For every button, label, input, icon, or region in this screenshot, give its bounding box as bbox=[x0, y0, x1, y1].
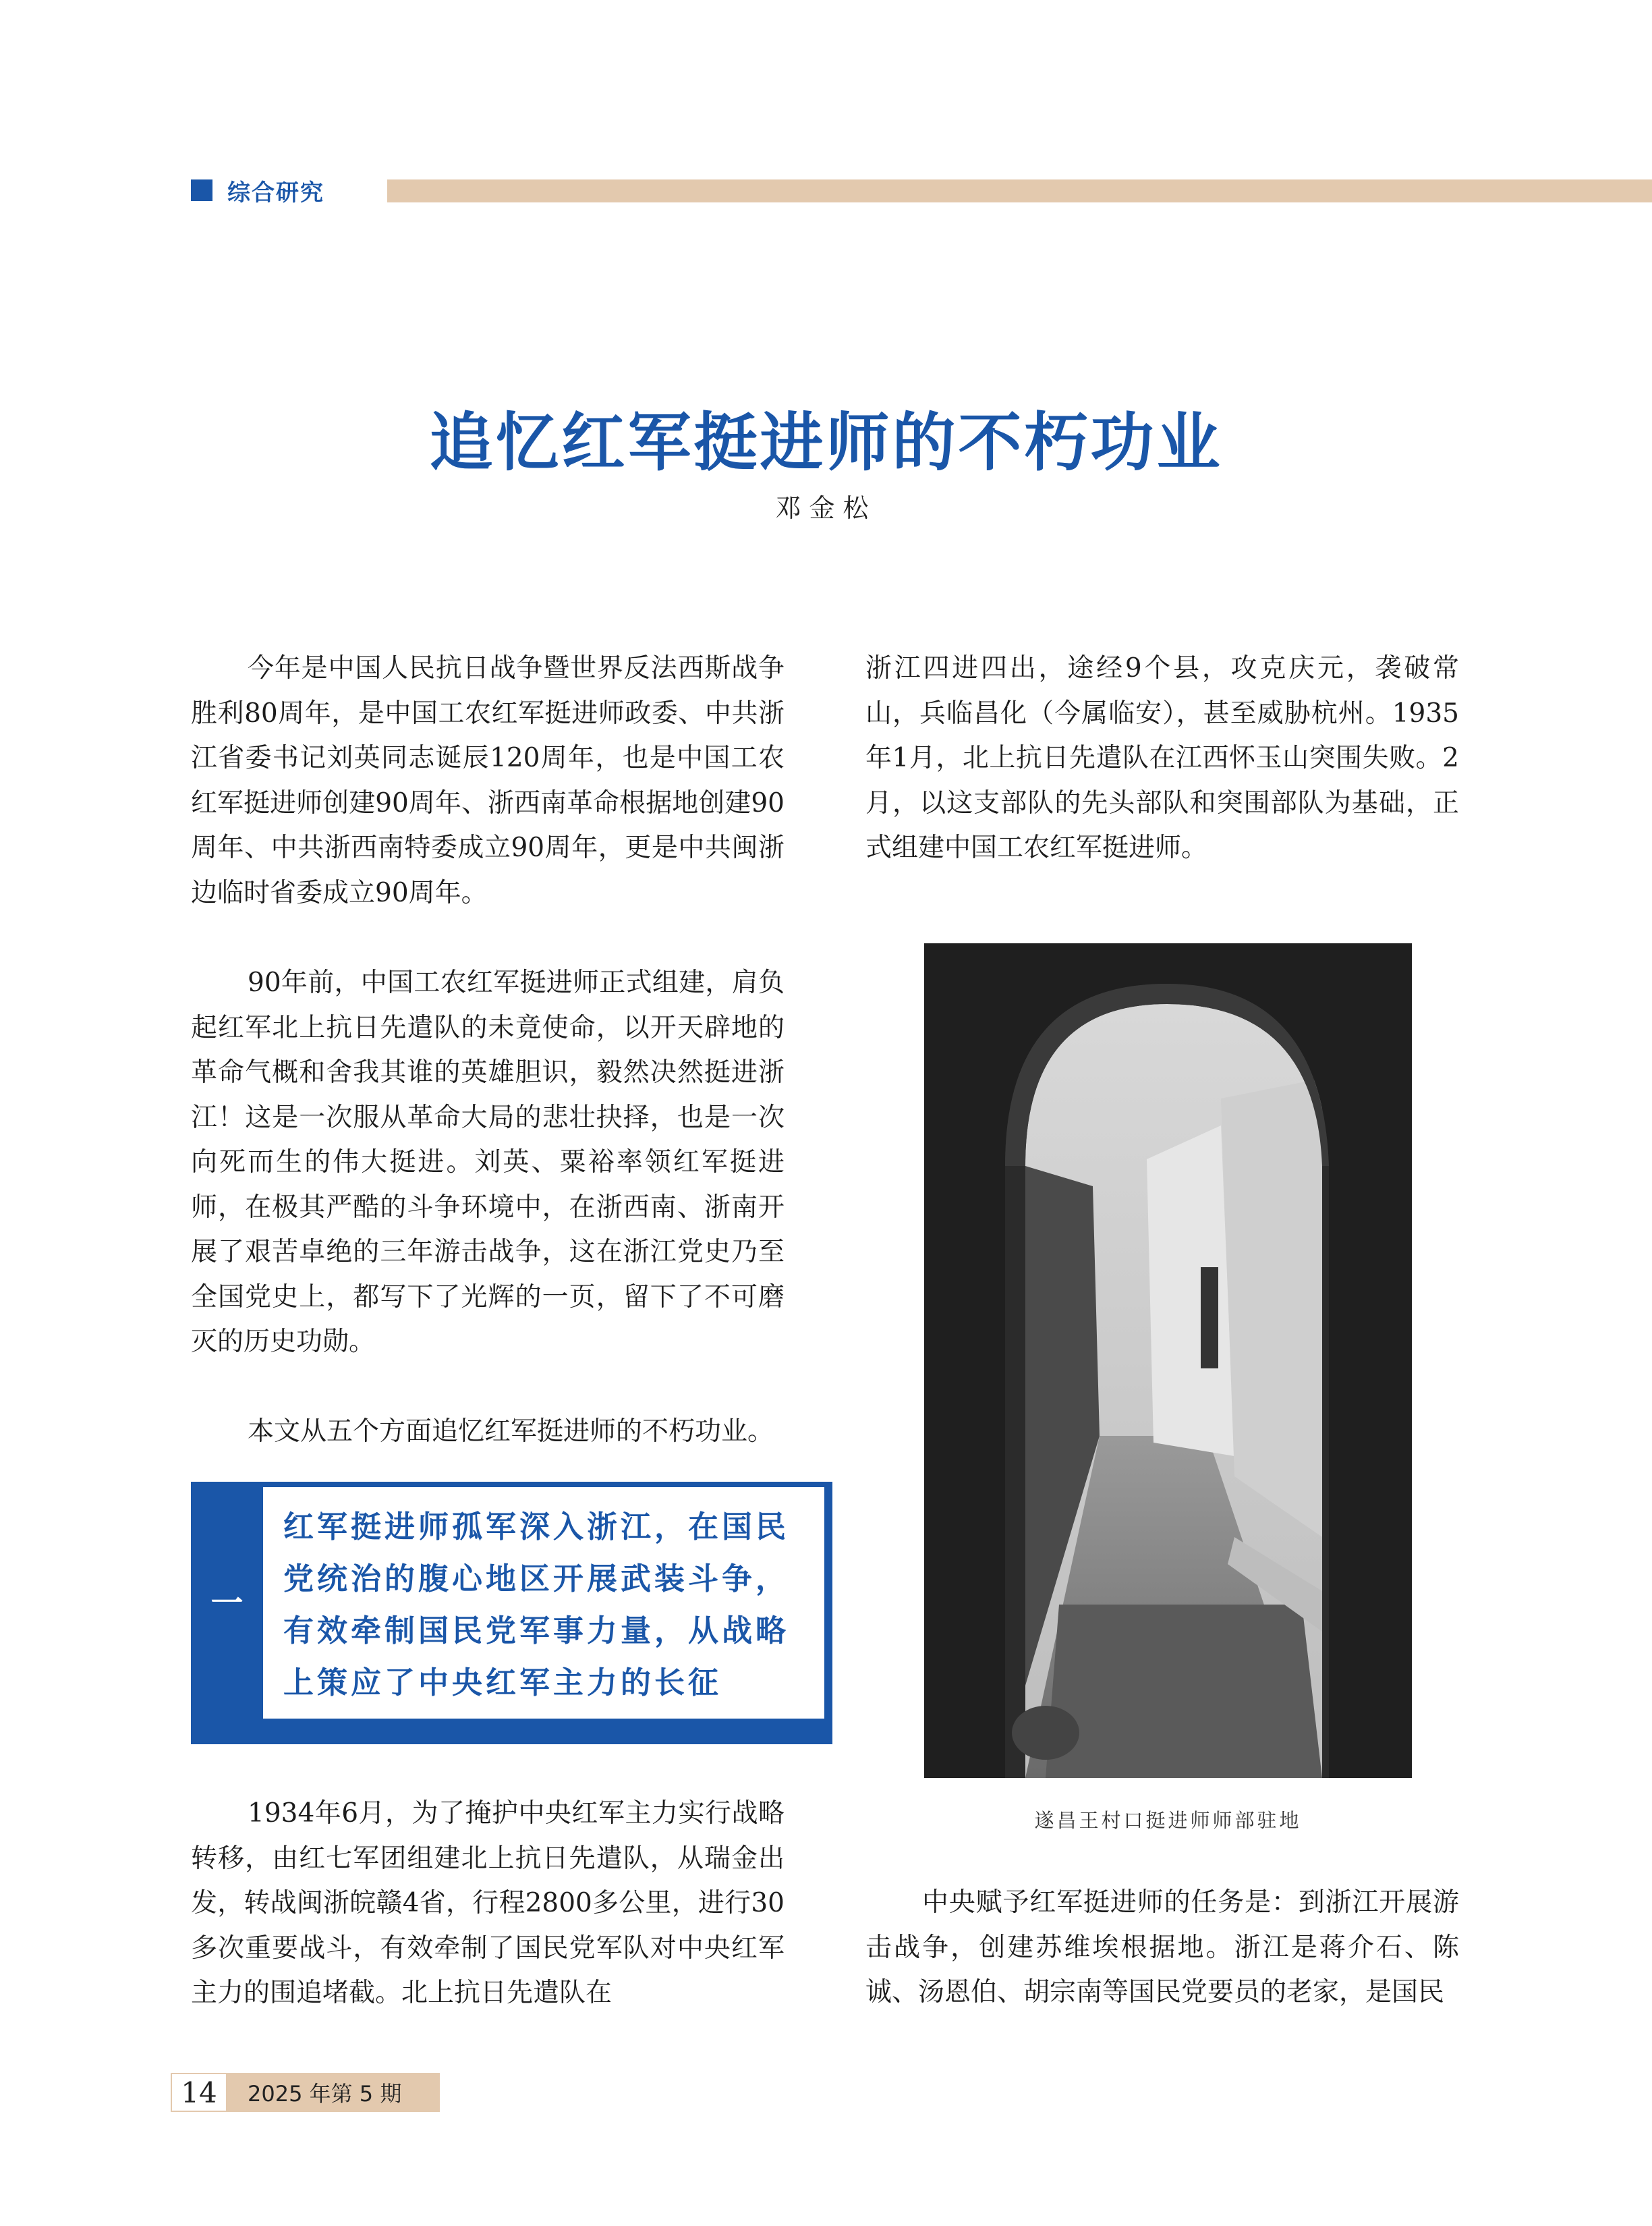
article-title: 追忆红军挺进师的不朽功业 bbox=[429, 406, 1223, 480]
section-callout bbox=[191, 1482, 832, 1744]
page-footer bbox=[171, 2073, 440, 2112]
photo-caption: 遂昌王村口挺进师师部驻地 bbox=[1034, 1809, 1302, 1832]
left-paragraph-2: 90年前，中国工农红军挺进师正式组建，肩负起红军北上抗日先遣队的未竟使命，以开天辟地的革命气概和舍我其谁的英雄胆识，毅然决然挺进浙江！这是一次服从革命大局的悲壮抉择，也是一次向死而生的伟大挺进。刘英、粟裕率领红军挺进师，在极其严酷的斗争环境中，在浙西南、浙南开展了艰苦卓绝的三年游击战争，这在浙江党史乃至全国党史上，都写下了光辉的一页，留下了不可磨灭的历史功勋。 bbox=[191, 968, 785, 1357]
left-paragraph-3: 本文从五个方面追忆红军挺进师的不朽功业。 bbox=[248, 1416, 774, 1447]
section-tag bbox=[191, 177, 324, 204]
callout-number: 一 bbox=[210, 1584, 244, 1622]
article-author: 邓金松 bbox=[775, 493, 877, 523]
header-rule bbox=[387, 179, 1652, 202]
section-square-icon bbox=[191, 179, 212, 201]
page-number: 14 bbox=[171, 2073, 227, 2112]
issue-label: 2025 年第 5 期 bbox=[227, 2073, 440, 2112]
archway-photo bbox=[924, 943, 1412, 1778]
section-label: 综合研究 bbox=[227, 179, 324, 206]
callout-box bbox=[263, 1487, 824, 1719]
right-paragraph-2: 中央赋予红军挺进师的任务是：到浙江开展游击战争，创建苏维埃根据地。浙江是蒋介石、陈诚、汤恩伯、胡宗南等国民党要员的老家，是国民 bbox=[865, 1887, 1459, 2007]
left-paragraph-1: 今年是中国人民抗日战争暨世界反法西斯战争胜利80周年，是中国工农红军挺进师政委、中共浙江省委书记刘英同志诞辰120周年，也是中国工农红军挺进师创建90周年、浙西南革命根据地创建90周年、中共浙西南特委成立90周年，更是中共闽浙边临时省委成立90周年。 bbox=[191, 653, 785, 908]
left-paragraph-4: 1934年6月，为了掩护中央红军主力实行战略转移，由红七军团组建北上抗日先遣队，从瑞金出发，转战闽浙皖赣4省，行程2800多公里，进行30多次重要战斗，有效牵制了国民党军队对中央红军主力的围追堵截。北上抗日先遣队在 bbox=[191, 1798, 785, 2008]
callout-text: 红军挺进师孤军深入浙江，在国民党统治的腹心地区开展武装斗争，有效牵制国民党军事力量，从战略上策应了中央红军主力的长征 bbox=[283, 1509, 790, 1700]
right-paragraph-1: 浙江四进四出，途经9个县，攻克庆元，袭破常山，兵临昌化（今属临安），甚至威胁杭州。1935年1月，北上抗日先遣队在江西怀玉山突围失败。2月，以这支部队的先头部队和突围部队为基础，正式组建中国工农红军挺进师。 bbox=[865, 653, 1459, 863]
